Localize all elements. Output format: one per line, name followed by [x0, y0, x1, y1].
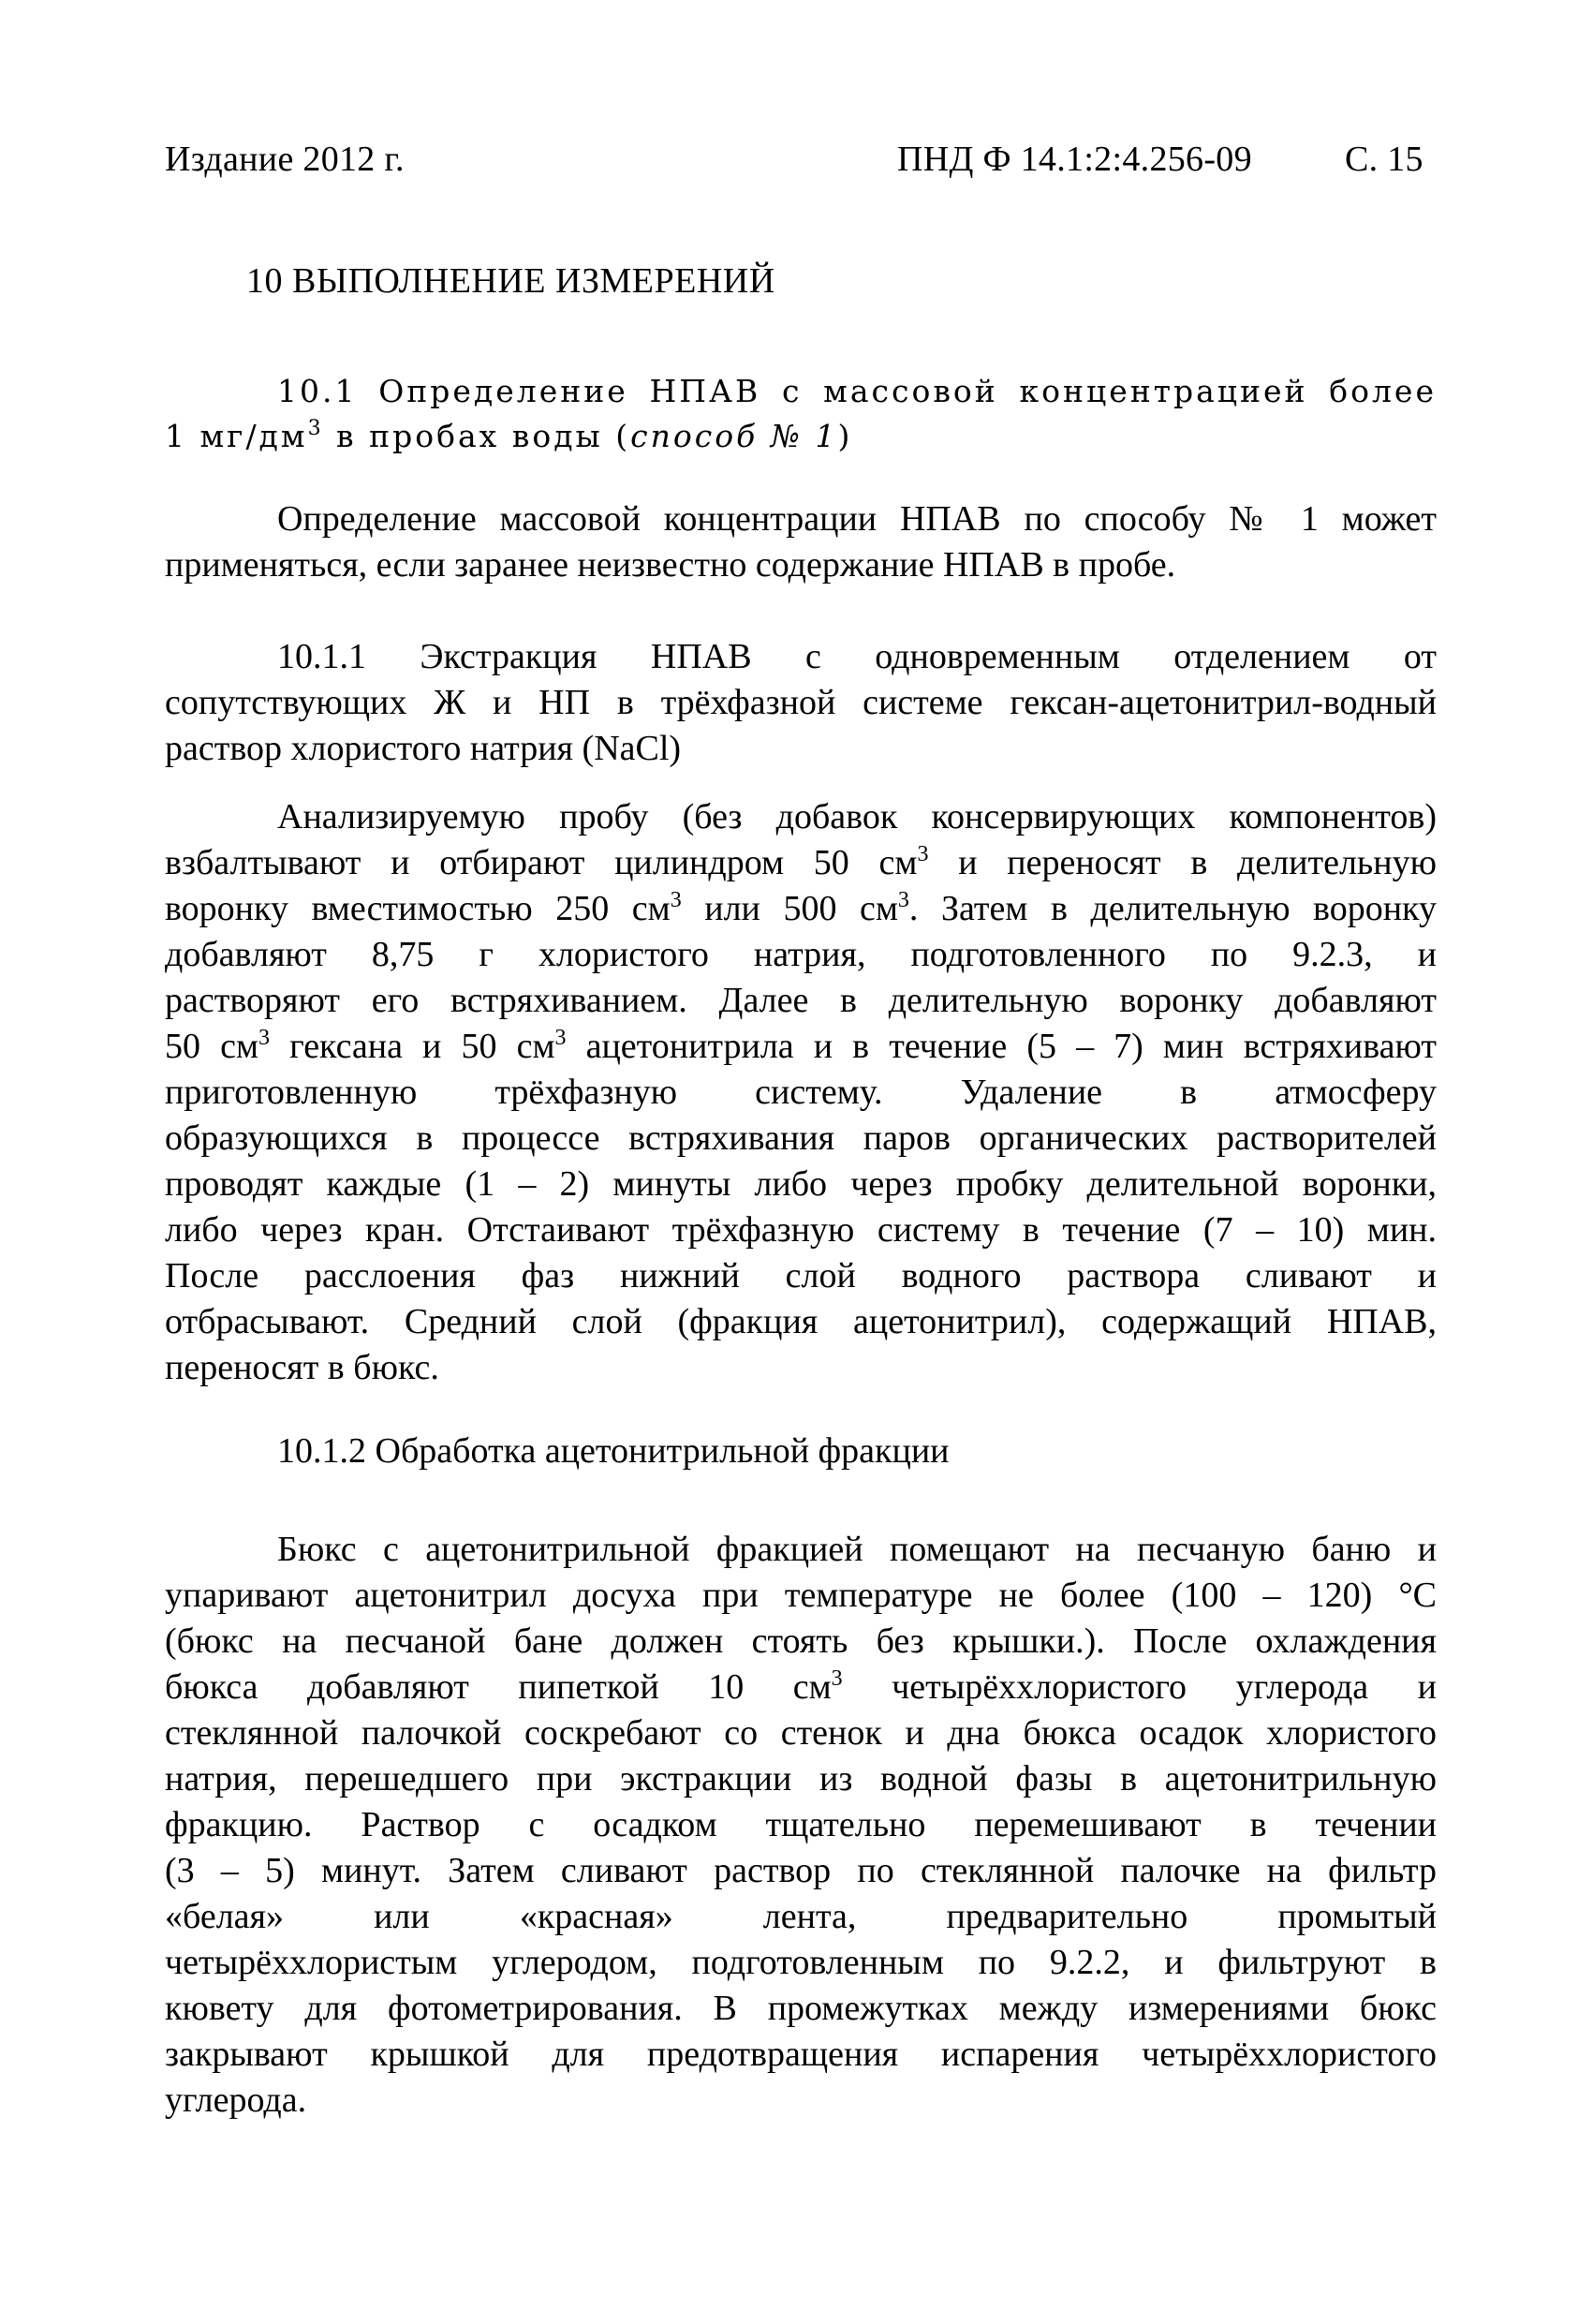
page-number: С. 15 [1345, 140, 1423, 179]
subsection-10-1-2-heading: 10.1.2 Обработка ацетонитрильной фракции [277, 1431, 950, 1471]
subsection-10-1-heading [165, 369, 1437, 459]
paragraph-10-1-1: Анализируемую пробу (без добавок консервирующих компонентов) взбалтывают и отбирают цилиндром 50 $см^3$ и переносят в делительную воронку вместимостью 250 $см^3$ или 500 $см^3$. Затем в делительную воронку добавляют 8,75 г хлористого натрия, подготовленного по 9.2.3, и растворяют его встряхиванием. Далее в делительную воронку добавляют 50 $см^3$ гексана и 50 $см^3$ ацетонитрила и в течение (5 – 7) мин встряхивают приготовленную трёхфазную систему. Удаление в атмосферу образующихся в процессе встряхивания паров органических растворителей проводят каждые (1 – 2) минуты либо через пробку делительной воронки, либо через кран. Отстаивают трёхфазную систему в течение (7 – 10) мин. После расслоения фаз нижний слой водного раствора сливают и отбрасывают. Средний слой (фракция ацетонитрил), содержащий НПАВ, переносят в бюкс. [165, 797, 1438, 1387]
edition-label: Издание 2012 г. [165, 140, 405, 179]
paragraph-10-1: Определение массовой концентрации НПАВ по способу № 1 может применяться, если заранее неизвестно содержание НПАВ в пробе. [165, 499, 1437, 585]
document-code: ПНД Ф 14.1:2:4.256-09 [897, 140, 1252, 179]
subsection-10-1-line2: 1 $мг/дм^3$ в пробах воды (способ № 1) [165, 417, 853, 454]
paragraph-10-1-2: Бюкс с ацетонитрильной фракцией помещают на песчаную баню и упаривают ацетонитрил досуха при температуре не более (100 – 120) °С (бюкс на песчаной бане должен стоять без крышки.). После охлаждения бюкса добавляют пипеткой 10 $см^3$ четырёххлористого углерода и стеклянной палочкой соскребают со стенок и дна бюкса осадок хлористого натрия, перешедшего при экстракции из водной фазы в ацетонитрильную фракцию. Раствор с осадком тщательно перемешивают в течении (3 – 5) минут. Затем сливают раствор по стеклянной палочке на фильтр «белая» или «красная» лента, предварительно промытый четырёххлористым углеродом, подготовленным по 9.2.2, и фильтруют в кювету для фотометрирования. В промежутках между измерениями бюкс закрывают крышкой для предотвращения испарения четырёххлористого углерода. [165, 1530, 1438, 2120]
subsection-10-1-1-heading: 10.1.1 Экстракция НПАВ с одновременным отделением от сопутствующих Ж и НП в трёхфазной системе гексан-ацетонитрил-водный раствор хлористого натрия (NaCl) [165, 637, 1437, 768]
subsection-10-1-line1: 10.1 Определение НПАВ с массовой концентрацией более [277, 373, 1437, 409]
section-title: 10 ВЫПОЛНЕНИЕ ИЗМЕРЕНИЙ [246, 261, 775, 301]
